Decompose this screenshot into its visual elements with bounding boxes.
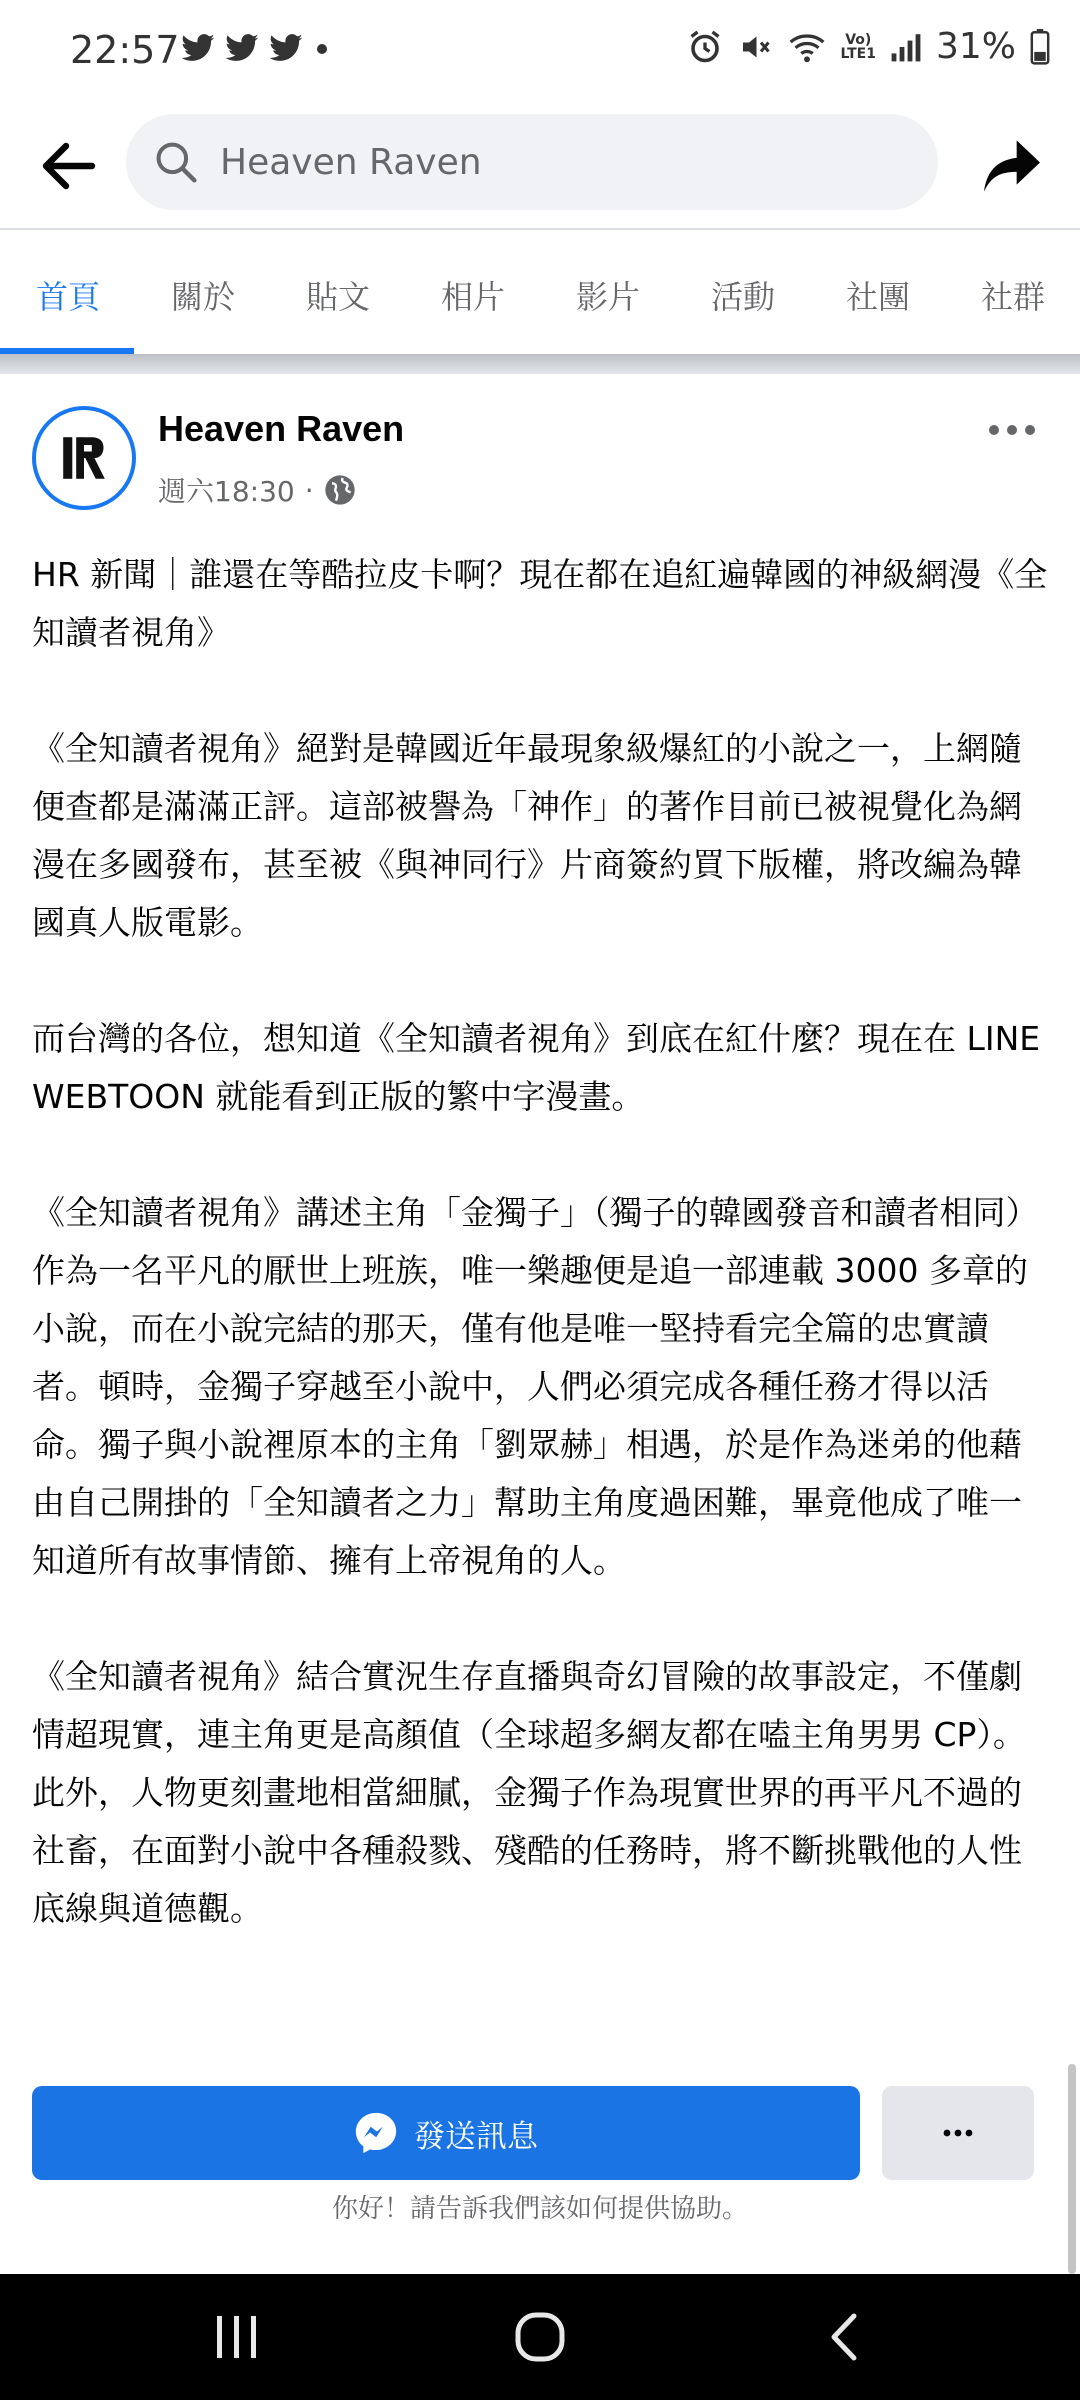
recent-apps-icon (213, 2314, 261, 2360)
alarm-icon (687, 29, 723, 65)
search-bar[interactable] (126, 114, 938, 210)
tab-photos[interactable]: 相片 (441, 278, 506, 316)
top-app-bar (0, 104, 1080, 228)
post-paragraph: 《全知讀者視角》講述主角「金獨子」（獨子的韓國發音和讀者相同）作為一名平凡的厭世上班族，唯一樂趣便是追一部連載 3000 多章的小說，而在小說完結的那天，僅有他是唯一堅持看完全篇的忠實讀者。頓時，金獨子穿越至小說中，人們必須完成各種任務才得以活命。獨子與小說裡原本的主角「劉眾赫」相遇，於是作為迷弟的他藉由自己開掛的「全知讀者之力」幫助主角度過困難，畢竟他成了唯一知道所有故事情節、擁有上帝視角的人。 (32, 1193, 1039, 1580)
more-horizontal-icon (988, 424, 1036, 436)
page-tabs (0, 230, 1080, 354)
section-separator (0, 354, 1080, 374)
twitter-icon (224, 34, 260, 64)
share-arrow-icon (981, 138, 1043, 194)
system-nav-bar (0, 2274, 1080, 2400)
tab-posts[interactable]: 貼文 (306, 278, 371, 316)
tab-about[interactable]: 關於 (171, 278, 236, 316)
send-message-button[interactable] (32, 2086, 860, 2180)
page-name[interactable]: Heaven Raven (158, 408, 405, 449)
battery-percent: 31% (935, 26, 1016, 67)
system-back-button[interactable] (798, 2302, 888, 2372)
tab-home[interactable]: 首頁 (36, 278, 101, 316)
wifi-icon (787, 29, 827, 65)
tab-groups[interactable]: 社團 (846, 278, 911, 316)
status-time: 22:57 (70, 28, 180, 72)
recent-apps-button[interactable] (192, 2302, 282, 2372)
post-paragraph: 《全知讀者視角》結合實況生存直播與奇幻冒險的故事設定，不僅劇情超現實，連主角更是高顏值（全球超多網友都在嗑主角男男 CP）。此外，人物更刻畫地相當細膩，金獨子作為現實世界的再平凡不過的社畜，在面對小說中各種殺戮、殘酷的任務時，將不斷挑戰他的人性底線與道德觀。 (32, 1657, 1026, 1928)
post-text (32, 546, 1052, 1996)
signal-icon (890, 31, 922, 63)
chevron-left-icon (826, 2312, 860, 2362)
post-more-button[interactable] (980, 410, 1044, 450)
lte-indicator: Vo) LTE1 (840, 31, 876, 62)
messenger-icon (354, 2111, 398, 2155)
scrollbar[interactable] (1068, 2064, 1076, 2274)
back-button[interactable] (30, 128, 106, 204)
tab-videos[interactable]: 影片 (576, 278, 641, 316)
post-timestamp[interactable]: 週六18:30 (158, 475, 295, 508)
heaven-raven-logo (42, 416, 126, 500)
twitter-icon (268, 34, 304, 64)
status-bar (0, 0, 1080, 104)
mute-icon (737, 29, 773, 65)
notification-dot-icon (312, 39, 332, 59)
search-input[interactable] (218, 141, 922, 184)
notification-icons (180, 34, 332, 64)
meta-separator: · (304, 473, 314, 507)
home-button[interactable] (495, 2302, 585, 2372)
help-prompt: 你好！請告訴我們該如何提供協助。 (331, 2194, 748, 2224)
more-actions-button[interactable] (882, 2086, 1034, 2180)
home-circle-icon (514, 2311, 566, 2363)
more-horizontal-icon (943, 2129, 973, 2137)
globe-icon (324, 474, 356, 506)
share-button[interactable] (972, 126, 1052, 206)
post-paragraph: 《全知讀者視角》絕對是韓國近年最現象級爆紅的小說之一，上網隨便查都是滿滿正評。這部被譽為「神作」的著作目前已被視覺化為網漫在多國發布，甚至被《與神同行》片商簽約買下版權，將改編為韓國真人版電影。 (32, 729, 1022, 942)
post-meta (158, 470, 356, 510)
tab-events[interactable]: 活動 (711, 278, 776, 316)
post-paragraph: HR 新聞｜誰還在等酷拉皮卡啊？現在都在追紅遍韓國的神級網漫《全知讀者視角》 (32, 555, 1048, 652)
search-icon (152, 138, 200, 186)
send-message-label: 發送訊息 (414, 2118, 538, 2155)
arrow-left-icon (40, 141, 96, 191)
battery-icon (1030, 29, 1050, 65)
twitter-icon (180, 34, 216, 64)
tab-community[interactable]: 社群 (981, 278, 1046, 316)
page-avatar[interactable] (32, 406, 136, 510)
post-paragraph: 而台灣的各位，想知道《全知讀者視角》到底在紅什麼？現在在 LINE WEBTOON 就能看到正版的繁中字漫畫。 (32, 1019, 1041, 1116)
system-icons (687, 26, 1050, 67)
